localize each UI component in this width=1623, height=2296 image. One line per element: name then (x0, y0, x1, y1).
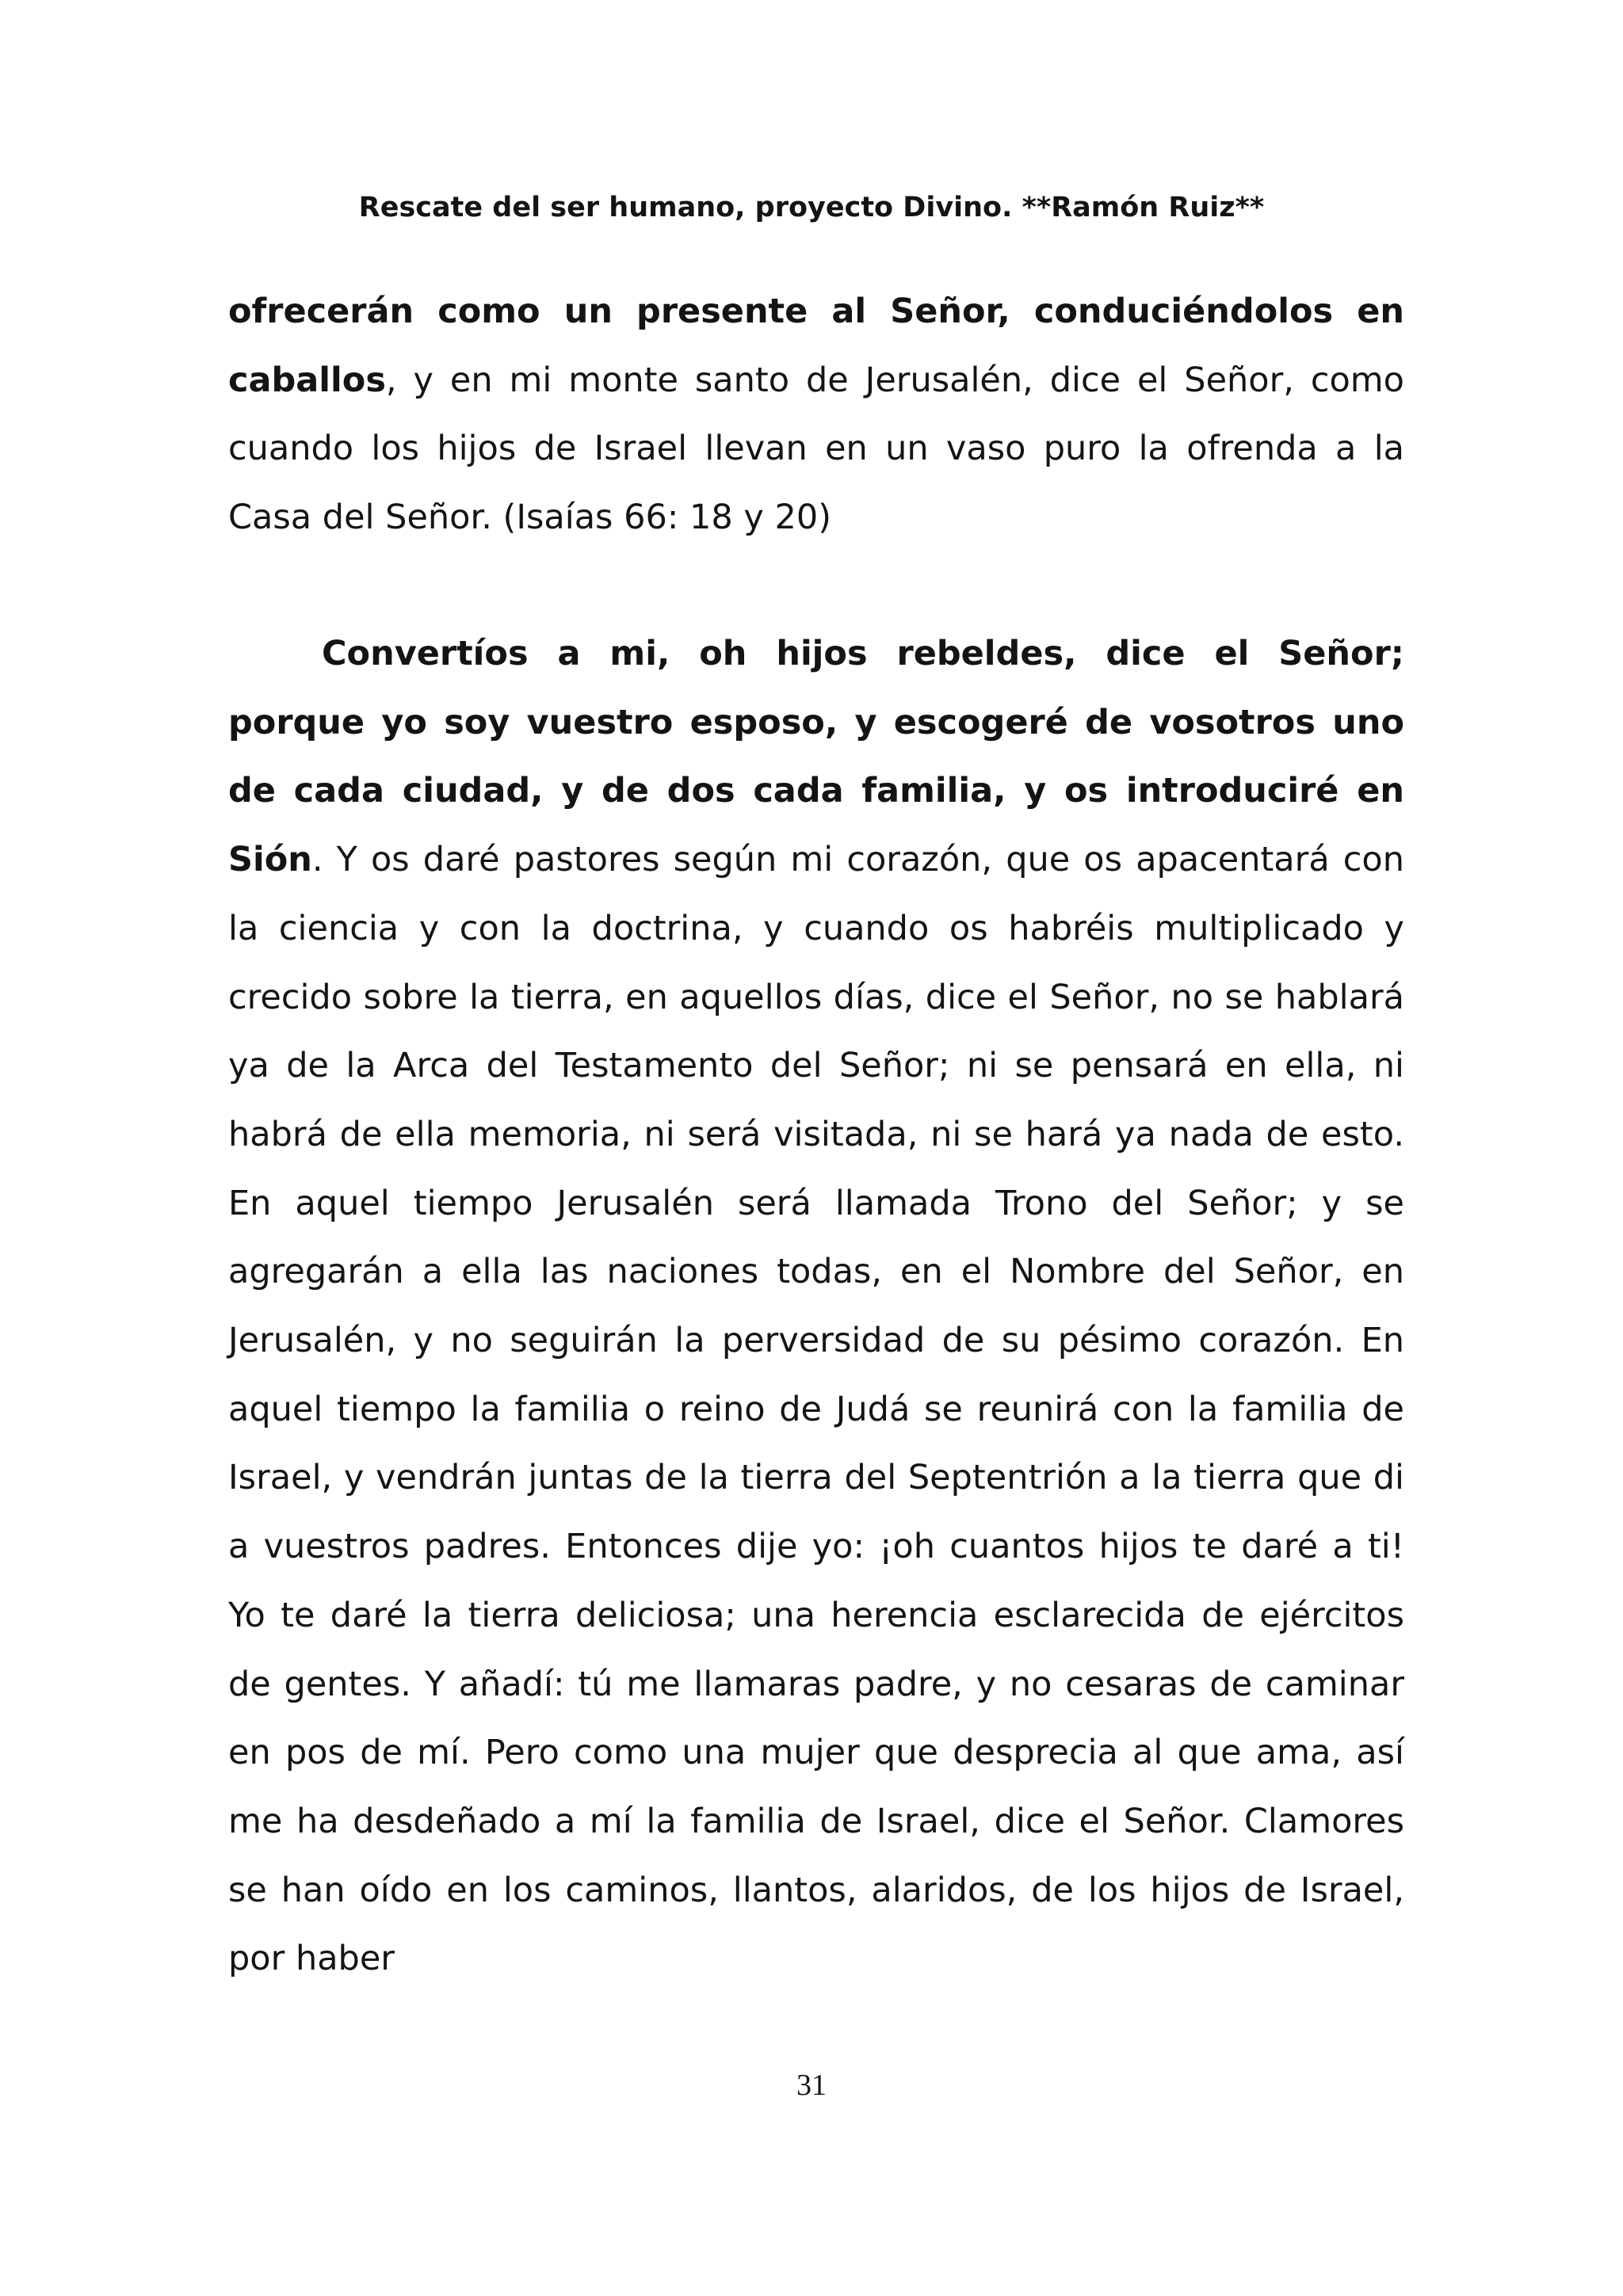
running-header: Rescate del ser humano, proyecto Divino. **Ramón Ruiz** (358, 192, 1265, 223)
paragraph-1-regular: , y en mi monte santo de Jerusalén, dice el Señor, como cuando los hijos de Israel llevan en un vaso puro la ofrenda a la Casa del Señor. (Isaías 66: 18 y 20) (228, 360, 1404, 538)
paragraph-2-regular: . Y os daré pastores según mi corazón, que os apacentará con la ciencia y con la doctrina, y cuando os habréis multiplicado y crecido sobre la tierra, en aquellos días, dice el Señor, no se hablará ya de la Arca del Testamento del Señor; ni se pensará en ella, ni habrá de ella memoria, ni será visitada, ni se hará ya nada de esto. En aquel tiempo Jerusalén será llamada Trono del Señor; y se agregarán a ella las naciones todas, en el Nombre del Señor, en Jerusalén, y no seguirán la perversidad de su pésimo corazón. En aquel tiempo la familia o reino de Judá se reunirá con la familia de Israel, y vendrán juntas de la tierra del Septentrión a la tierra que di a vuestros padres. Entonces dije yo: ¡oh cuantos hijos te daré a ti! Yo te daré la tierra deliciosa; una herencia esclarecida de ejércitos de gentes. Y añadí: tú me llamaras padre, y no cesaras de caminar en pos de mí. Pero como una mujer que desprecia al que ama, así me ha desdeñado a mí la familia de Israel, dice el Señor. Clamores se han oído en los caminos, llantos, alaridos, de los hijos de Israel, por haber (228, 840, 1404, 1979)
paragraph-1 (228, 277, 1404, 552)
page-number: 31 (796, 2069, 827, 2102)
paragraph-2 (228, 620, 1404, 1993)
paragraph-1-bold: ofrecerán como un presente al Señor, conduciéndolos en caballos (228, 292, 1404, 400)
paragraph-2-bold: Convertíos a mi, oh hijos rebeldes, dice el Señor; porque yo soy vuestro esposo, y escogeré de vosotros uno de cada ciudad, y de dos cada familia, y os introduciré en Sión (228, 634, 1404, 880)
